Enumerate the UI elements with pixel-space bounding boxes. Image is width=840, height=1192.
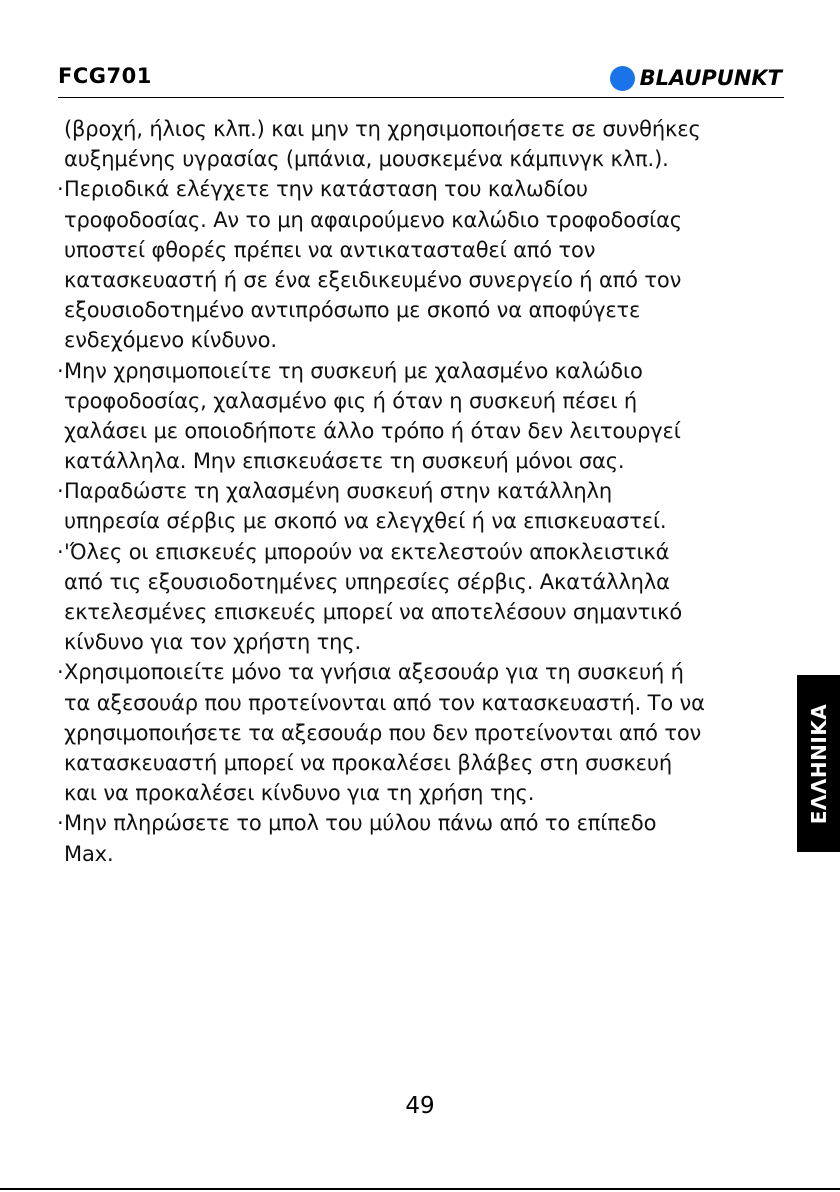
page-header	[58, 62, 782, 98]
line-text: Max.	[64, 841, 114, 866]
text-line	[58, 114, 788, 144]
line-text: κατασκευαστή ή σε ένα εξειδικευμένο συνεργείο ή από τον	[64, 267, 682, 292]
text-line	[58, 325, 788, 355]
bullet-icon: ·	[57, 177, 64, 202]
line-text: χαλάσει με οποιοδήποτε άλλο τρόπο ή όταν δεν λειτουργεί	[64, 418, 681, 443]
brand-name: BLAUPUNKT	[639, 66, 782, 90]
text-line	[58, 718, 788, 748]
text-line	[58, 265, 788, 295]
text-line	[58, 688, 788, 718]
line-text: εκτελεσμένες επισκευές μπορεί να αποτελέσουν σημαντικό	[64, 600, 683, 624]
bullet-item-line	[58, 808, 788, 838]
line-text: Μην χρησιμοποιείτε τη συσκευή με χαλασμένο καλώδιο	[64, 358, 643, 383]
bottom-divider	[0, 1188, 840, 1190]
text-line	[58, 144, 788, 174]
header-divider	[58, 97, 784, 98]
language-tab-label: ΕΛΛΗΝΙΚΑ	[806, 703, 831, 824]
bullet-item-line	[58, 476, 788, 506]
text-line	[58, 567, 788, 597]
text-line	[58, 386, 788, 416]
brand-logo	[610, 65, 782, 91]
line-text: τα αξεσουάρ που προτείνονται από τον κατασκευαστή. Το να	[64, 690, 705, 715]
line-text: κίνδυνο για τον χρήστη της.	[64, 630, 362, 655]
line-text: εξουσιοδοτημένο αντιπρόσωπο με σκοπό να αποφύγετε	[64, 298, 641, 323]
page-number: 49	[405, 1093, 435, 1119]
line-text: κατασκευαστή μπορεί να προκαλέσει βλάβες στη συσκευή	[64, 750, 673, 775]
text-line	[58, 235, 788, 265]
line-text: από τις εξουσιοδοτημένες υπηρεσίες σέρβις. Ακατάλληλα	[64, 569, 670, 594]
line-text: αυξημένης υγρασίας (μπάνια, μουσκεμένα κάμπινγκ κλπ.).	[64, 147, 669, 172]
line-text: τροφοδοσίας. Αν το μη αφαιρούμενο καλώδιο τροφοδοσίας	[64, 207, 682, 232]
line-text: Περιοδικά ελέγχετε την κατάσταση του καλωδίου	[64, 177, 588, 202]
text-line	[58, 416, 788, 446]
body-text	[58, 114, 788, 869]
text-line	[58, 506, 788, 536]
text-line	[58, 627, 788, 657]
line-text: (βροχή, ήλιος κλπ.) και μην τη χρησιμοποιήσετε σε συνθήκες	[64, 117, 701, 141]
text-line	[58, 748, 788, 778]
line-text: χρησιμοποιήσετε τα αξεσουάρ που δεν προτείνονται από τον	[64, 720, 702, 745]
bullet-icon: ·	[57, 811, 64, 836]
line-text: και να προκαλέσει κίνδυνο για τη χρήση της.	[64, 781, 535, 806]
language-tab	[797, 675, 840, 852]
text-line	[58, 205, 788, 235]
line-text: Μην πληρώσετε το μπολ του μύλου πάνω από το επίπεδο	[64, 811, 657, 836]
line-text: τροφοδοσίας, χαλασμένο φις ή όταν η συσκευή πέσει ή	[64, 388, 638, 413]
line-text: 'Όλες οι επισκευές μπορούν να εκτελεστούν αποκλειστικά	[64, 539, 670, 564]
bullet-item-line	[58, 174, 788, 204]
line-text: Χρησιμοποιείτε μόνο τα γνήσια αξεσουάρ για τη συσκευή ή	[64, 660, 684, 685]
text-line	[58, 446, 788, 476]
bullet-icon: ·	[57, 479, 64, 504]
text-line	[58, 839, 788, 869]
text-line	[58, 295, 788, 325]
line-text: κατάλληλα. Μην επισκευάσετε τη συσκευή μόνοι σας.	[64, 449, 625, 474]
line-text: Παραδώστε τη χαλασμένη συσκευή στην κατάλληλη	[64, 479, 612, 504]
text-line	[58, 778, 788, 808]
line-text: ενδεχόμενο κίνδυνο.	[64, 328, 277, 353]
line-text: υπηρεσία σέρβις με σκοπό να ελεγχθεί ή να επισκευαστεί.	[64, 509, 667, 534]
bullet-icon: ·	[57, 539, 64, 564]
bullet-item-line	[58, 356, 788, 386]
bullet-item-line	[58, 657, 788, 687]
text-line	[58, 597, 788, 627]
line-text: υποστεί φθορές πρέπει να αντικατασταθεί από τον	[64, 237, 596, 262]
model-number: FCG701	[58, 64, 152, 88]
bullet-icon: ·	[57, 358, 64, 383]
bullet-item-line	[58, 537, 788, 567]
brand-dot-icon	[610, 66, 635, 91]
bullet-icon: ·	[57, 660, 64, 685]
